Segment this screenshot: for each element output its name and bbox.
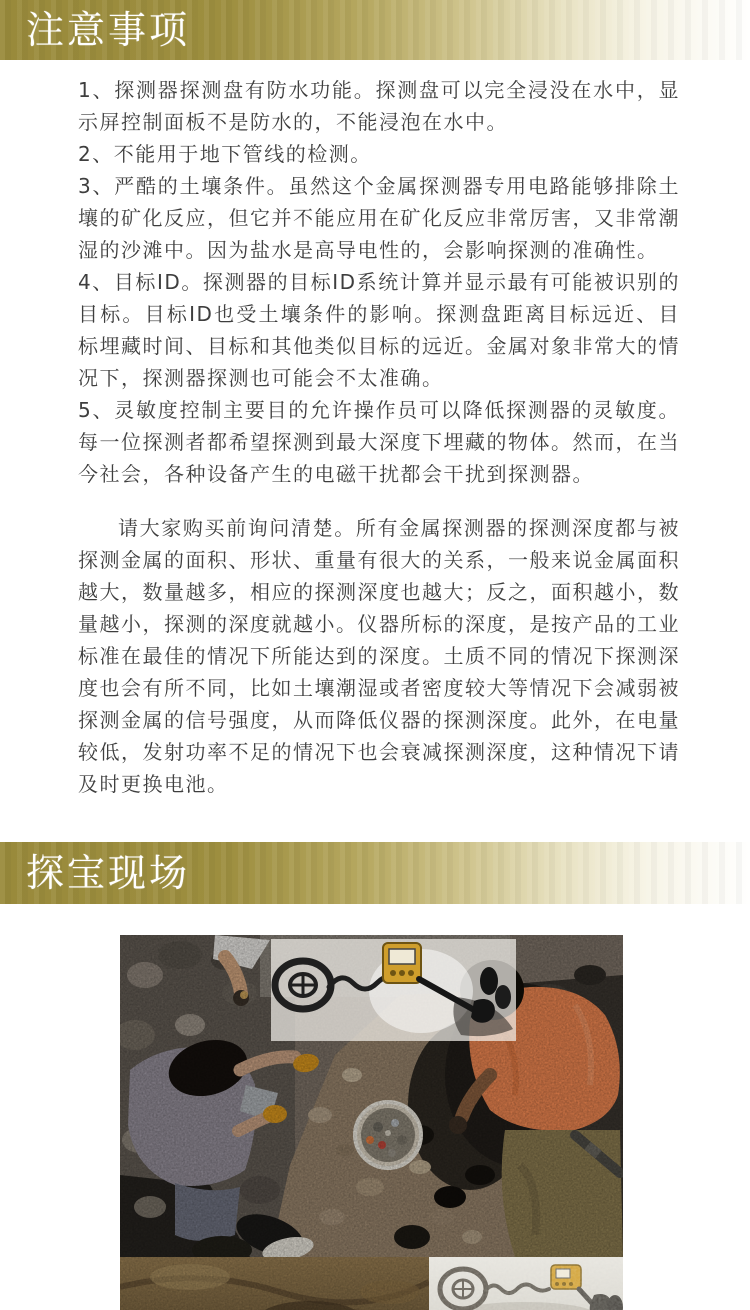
- treasure-hunt-photo: [120, 935, 623, 1310]
- notes-item-1: 1、探测器探测盘有防水功能。探测盘可以完全浸没在水中，显示屏控制面板不是防水的，不能浸泡在水中。: [78, 78, 680, 134]
- section-header-notes: [0, 0, 750, 60]
- notes-item-4: 4、目标ID。探测器的目标ID系统计算并显示最有可能被识别的目标。目标ID也受土壤条件的影响。探测盘距离目标远近、目标埋藏时间、目标和其他类似目标的远近。金属对象非常大的情况下，探测器探测也可能会不太准确。: [78, 270, 680, 390]
- notes-title: 注意事项: [26, 8, 191, 52]
- notes-item-2: 2、不能用于地下管线的检测。: [78, 142, 372, 166]
- section-header-scene: [0, 842, 750, 904]
- notes-item-5: 5、灵敏度控制主要目的允许操作员可以降低探测器的灵敏度。每一位探测者都希望探测到最大深度下埋藏的物体。然而，在当今社会，各种设备产生的电磁干扰都会干扰到探测器。: [78, 398, 680, 486]
- notes-section: [0, 60, 750, 800]
- soil-closeup-strip: [120, 1257, 429, 1310]
- metal-detector-inset-bottom-right: [429, 1257, 623, 1310]
- purchase-note: 请大家购买前询问清楚。所有金属探测器的探测深度都与被探测金属的面积、形状、重量有很大的关系，一般来说金属面积越大，数量越多，相应的探测深度也越大；反之，面积越小，数量越小，探测的深度就越小。仪器所标的深度，是按产品的工业标准在最佳的情况下所能达到的深度。土质不同的情况下探测深度也会有所不同，比如土壤潮湿或者密度较大等情况下会减弱被探测金属的信号强度，从而降低仪器的探测深度。此外，在电量较低，发射功率不足的情况下也会衰减探测深度，这种情况下请及时更换电池。: [78, 516, 680, 796]
- scene-title: 探宝现场: [26, 851, 191, 895]
- metal-detector-inset-top: [271, 939, 516, 1041]
- notes-item-3: 3、严酷的土壤条件。虽然这个金属探测器专用电路能够排除土壤的矿化反应，但它并不能应用在矿化反应非常厉害，又非常潮湿的沙滩中。因为盐水是高导电性的，会影响探测的准确性。: [78, 174, 680, 262]
